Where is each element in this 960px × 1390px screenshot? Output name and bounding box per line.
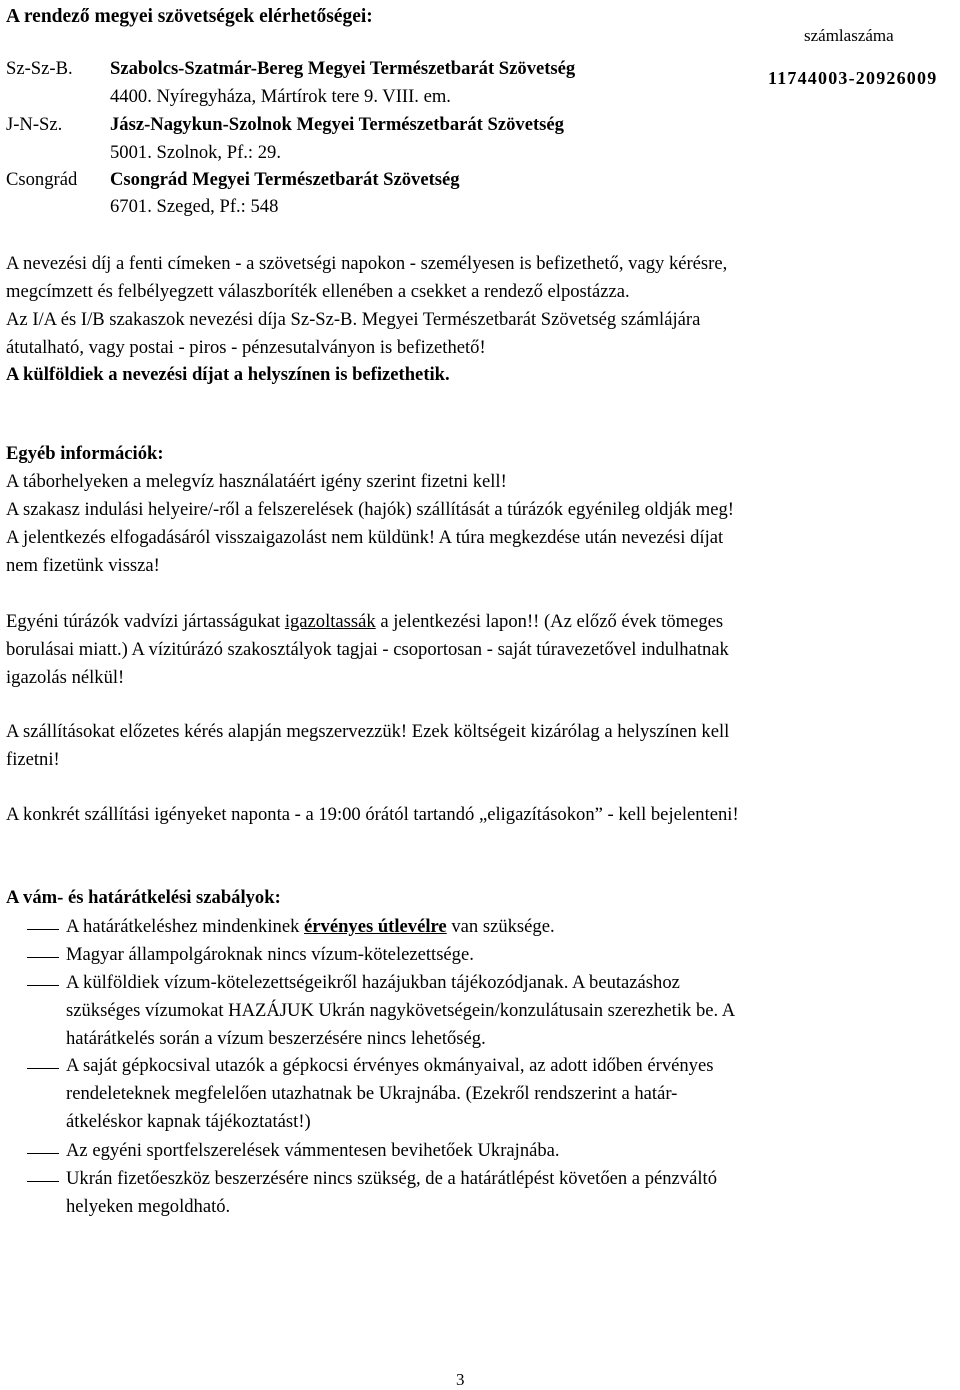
fee-line: átutalható, vagy postai - piros - pénzesutalványon is befizethető! — [6, 337, 486, 358]
bullet-text: szükséges vízumokat HAZÁJUK Ukrán nagykövetségein/konzulátusain szerezhetik be. A — [66, 1000, 736, 1021]
info-line: fizetni! — [6, 749, 60, 770]
office-row — [6, 169, 746, 197]
office-abbr: Csongrád — [6, 169, 78, 190]
info-line: A szakasz indulási helyeire/-ről a felszerelések (hajók) szállítását a túrázók egyénileg oldják meg! — [6, 499, 734, 520]
fee-line: megcímzett és felbélyegzett válaszboríték ellenében a csekket a rendező elpostázza. — [6, 281, 630, 302]
fee-foreign-note: A külföldiek a nevezési díjat a helyszínen is befizethetik. — [6, 364, 450, 385]
info-heading: Egyéb információk: — [6, 443, 164, 464]
bullet-text: A saját gépkocsival utazók a gépkocsi érvényes okmányaival, az adott időben érvényes — [66, 1055, 714, 1076]
office-address: 5001. Szolnok, Pf.: 29. — [110, 142, 281, 163]
dash-bullet-icon — [27, 929, 59, 930]
bullet-text: A külföldiek vízum-kötelezettségeikről hazájukban tájékozódjanak. A beutazáshoz — [66, 972, 680, 993]
passport-emphasis: érvényes útlevélre — [304, 916, 447, 937]
account-label: számlaszáma — [804, 26, 894, 45]
office-address-row — [6, 86, 746, 114]
info-text: a jelentkezési lapon!! (Az előző évek tömeges — [375, 611, 724, 632]
bullet-text: helyeken megoldható. — [66, 1196, 231, 1217]
customs-heading: A vám- és határátkelési szabályok: — [6, 887, 281, 908]
info-underlined-text: igazoltassák — [284, 611, 376, 632]
dash-bullet-icon — [27, 1181, 59, 1182]
office-name: Jász-Nagykun-Szolnok Megyei Természetbarát Szövetség — [110, 114, 564, 135]
office-name: Szabolcs-Szatmár-Bereg Megyei Természetbarát Szövetség — [110, 58, 576, 79]
office-abbr: J-N-Sz. — [6, 114, 63, 135]
bullet-text: Az egyéni sportfelszerelések vámmentesen bevihetőek Ukrajnába. — [66, 1140, 560, 1161]
fee-line: Az I/A és I/B szakaszok nevezési díja Sz-Sz-B. Megyei Természetbarát Szövetség számlájára — [6, 309, 701, 330]
bullet-text: Ukrán fizetőeszköz beszerzésére nincs szükség, de a határátlépést követően a pénzváltó — [66, 1168, 717, 1189]
office-address-row — [6, 142, 746, 170]
dash-bullet-icon — [27, 1153, 59, 1154]
info-line: igazolás nélkül! — [6, 667, 125, 688]
info-line: A táborhelyeken a melegvíz használatáért igény szerint fizetni kell! — [6, 471, 507, 492]
fee-line: A nevezési díj a fenti címeken - a szövetségi napokon - személyesen is befizethető, vagy kérésre, — [6, 253, 728, 274]
account-number: 11744003-20926009 — [768, 68, 938, 88]
dash-bullet-icon — [27, 957, 59, 958]
info-text: Egyéni túrázók vadvízi jártasságukat — [6, 611, 285, 632]
info-line: A szállításokat előzetes kérés alapján megszervezzük! Ezek költségeit kizárólag a helyszínen kell — [6, 721, 730, 742]
office-row — [6, 114, 746, 142]
bullet-text: Magyar állampolgároknak nincs vízum-kötelezettsége. — [66, 944, 474, 965]
office-abbr: Sz-Sz-B. — [6, 58, 73, 79]
office-address-row — [6, 196, 746, 224]
page-number: 3 — [456, 1370, 465, 1389]
info-line: A konkrét szállítási igényeket naponta - a 19:00 órától tartandó „eligazításokon” - kell bejelenteni! — [6, 804, 739, 825]
bullet-text: határátkelés során a vízum beszerzésére nincs lehetőség. — [66, 1028, 486, 1049]
office-row — [6, 58, 746, 86]
bullet-text: rendeleteknek megfelelően utazhatnak be Ukrajnába. (Ezekről rendszerint a határ- — [66, 1083, 678, 1104]
office-address: 6701. Szeged, Pf.: 548 — [110, 196, 279, 217]
office-address: 4400. Nyíregyháza, Mártírok tere 9. VIII. em. — [110, 86, 451, 107]
info-line: A jelentkezés elfogadásáról visszaigazolást nem küldünk! A túra megkezdése után nevezési díjat — [6, 527, 724, 548]
dash-bullet-icon — [27, 985, 59, 986]
info-line: nem fizetünk vissza! — [6, 555, 160, 576]
info-line — [6, 611, 951, 633]
bullet-text: átkeléskor kapnak tájékoztatást!) — [66, 1111, 311, 1132]
office-name: Csongrád Megyei Természetbarát Szövetség — [110, 169, 460, 190]
offices-heading: A rendező megyei szövetségek elérhetőségei: — [6, 6, 373, 27]
dash-bullet-icon — [27, 1068, 59, 1069]
info-line: borulásai miatt.) A vízitúrázó szakosztályok tagjai - csoportosan - saját túravezetővel indulhatnak — [6, 639, 729, 660]
bullet-text: A határátkeléshez mindenkinek érvényes útlevélre van szüksége. — [66, 916, 555, 937]
